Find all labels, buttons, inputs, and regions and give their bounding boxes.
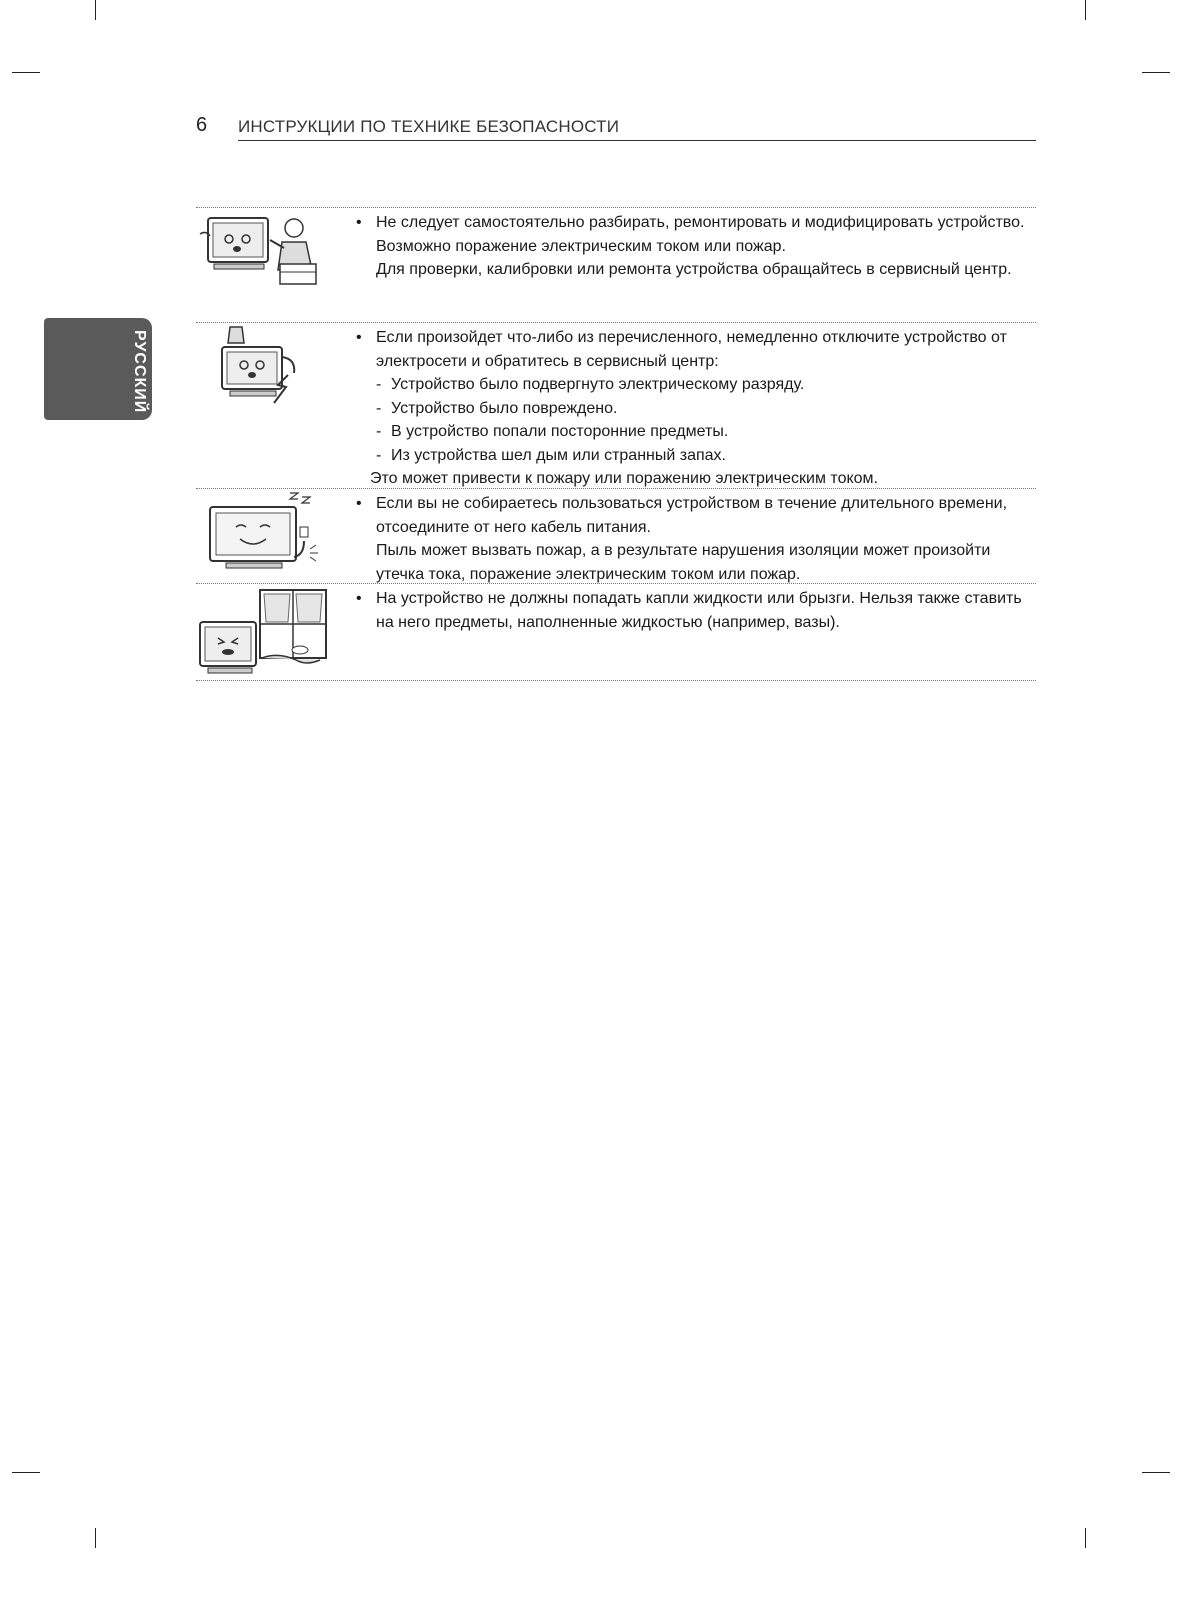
instruction-text [356, 489, 1036, 586]
page-number: 6 [196, 114, 208, 136]
crop-mark [12, 72, 40, 73]
instruction-text [356, 584, 1036, 634]
instruction-line: Пыль может вызвать пожар, а в результате нарушения изоляции может произойти утечка тока, поражение электрическим током или пожар. [376, 542, 991, 583]
dash-icon: - [376, 423, 382, 440]
tv-repairman-icon [196, 212, 336, 290]
bullet-icon: • [356, 590, 362, 607]
instruction-bullet: На устройство не должны попадать капли жидкости или брызги. Нельзя также ставить на него предметы, наполненные жидкостью (например, вазы). [376, 590, 1022, 631]
instruction-bullet: Не следует самостоятельно разбирать, ремонтировать и модифицировать устройство. [376, 214, 1025, 231]
tv-damage-icon [216, 325, 356, 409]
page-title: ИНСТРУКЦИИ ПО ТЕХНИКЕ БЕЗОПАСНОСТИ [238, 117, 620, 136]
crop-mark [1085, 0, 1086, 20]
header-rule [238, 140, 1036, 141]
instruction-line: Для проверки, калибровки или ремонта устройства обращайтесь в сервисный центр. [376, 261, 1012, 278]
instruction-note: Это может привести к пожару или поражению электрическим током. [370, 470, 878, 487]
crop-mark [1142, 72, 1170, 73]
bullet-icon: • [356, 214, 362, 231]
language-tab-label: РУССКИЙ [131, 330, 148, 414]
crop-mark [95, 1528, 96, 1548]
instruction-row [196, 207, 1036, 322]
instruction-row [196, 583, 1036, 681]
instruction-sub-item: Из устройства шел дым или странный запах. [391, 446, 726, 464]
crop-mark [1085, 1528, 1086, 1548]
tv-water-splash-icon [196, 586, 336, 678]
page-header [196, 112, 1036, 142]
instruction-bullet: Если вы не собираетесь пользоваться устройством в течение длительного времени, отсоедините от него кабель питания. [376, 495, 1008, 536]
crop-mark [95, 0, 96, 20]
instruction-sub-item: Устройство было подвергнуто электрическому разряду. [391, 376, 805, 393]
crop-mark [12, 1472, 40, 1473]
instruction-text [356, 208, 1036, 282]
instruction-line: Возможно поражение электрическим током или пожар. [376, 237, 786, 255]
crop-mark [1142, 1472, 1170, 1473]
bullet-icon: • [356, 495, 362, 512]
instruction-text [356, 323, 1036, 491]
instruction-bullet: Если произойдет что-либо из перечисленного, немедленно отключите устройство от электросети и обратитесь в сервисный центр: [376, 329, 1007, 370]
instruction-sub-item: Устройство было повреждено. [391, 399, 618, 417]
bullet-icon: • [356, 329, 362, 346]
dash-icon: - [376, 446, 382, 464]
dash-icon: - [376, 399, 382, 417]
instruction-row [196, 322, 1036, 488]
tv-sleeping-unplugged-icon [206, 491, 346, 573]
instruction-sub-item: В устройство попали посторонние предметы. [391, 423, 729, 440]
dash-icon: - [376, 376, 382, 393]
safety-instructions [196, 207, 1036, 681]
instruction-row [196, 488, 1036, 583]
